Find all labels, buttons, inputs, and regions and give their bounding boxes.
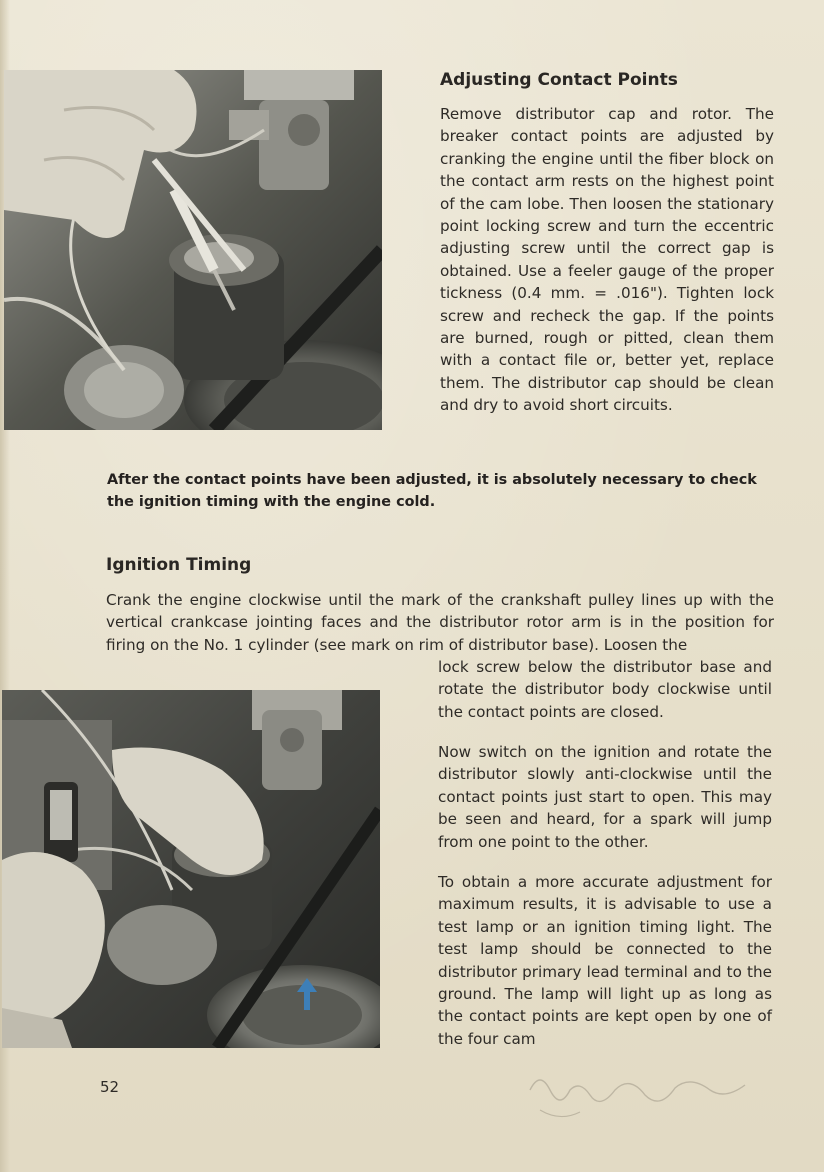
paragraph-switch-ignition: Now switch on the ignition and rotate the distributor slowly anti-clockwise until the contact points just start to open. This may be seen and heard, for a spark will jump from one point to the other. bbox=[438, 743, 772, 851]
paragraph-loosen-lock-screw: lock screw below the distributor base and rotate the distributor body clockwise until the contact points are closed. bbox=[438, 658, 772, 721]
pencil-scribble-icon bbox=[520, 1060, 760, 1130]
engine-distributor-photo-icon bbox=[4, 70, 382, 430]
heading-ignition-timing: Ignition Timing bbox=[106, 555, 252, 575]
contact-points-photo bbox=[4, 70, 382, 430]
ignition-timing-photo bbox=[2, 690, 380, 1048]
important-note: After the contact points have been adjusted, it is absolutely necessary to check the ignition timing with the engine cold. bbox=[107, 472, 757, 510]
page-number: 52 bbox=[100, 1078, 120, 1096]
paragraph-test-lamp: To obtain a more accurate adjustment for maximum results, it is advisable to use a test lamp or an ignition timing light. The test lamp should be connected to the distributor primary lead terminal and to the ground. The lamp will light up as long as the contact points are kept open by one of the four cam bbox=[438, 873, 772, 1048]
paragraph-crank-engine: Crank the engine clockwise until the mark of the crankshaft pulley lines up with the vertical crankcase jointing faces and the distributor rotor arm is in the position for firing on the No. 1 cylinder (see mark on rim of distributor base). Loosen the bbox=[106, 591, 774, 654]
ignition-timing-photo-icon bbox=[2, 690, 380, 1048]
paragraph-adjusting-contact-points: Remove distributor cap and rotor. The breaker contact points are adjusted by cranking the engine until the fiber block on the contact arm rests on the highest point of the cam lobe. Then loosen the stationary point locking screw and turn the eccentric adjusting screw until the correct gap is obtained. Use a feeler gauge of the proper tickness (0.4 mm. = .016"). Tighten lock screw and recheck the gap. If the points are burned, rough or pitted, clean them with a contact file or, better yet, replace them. The distributor cap should be clean and dry to avoid short circuits. bbox=[440, 105, 774, 415]
heading-adjusting-contact-points: Adjusting Contact Points bbox=[440, 70, 678, 90]
